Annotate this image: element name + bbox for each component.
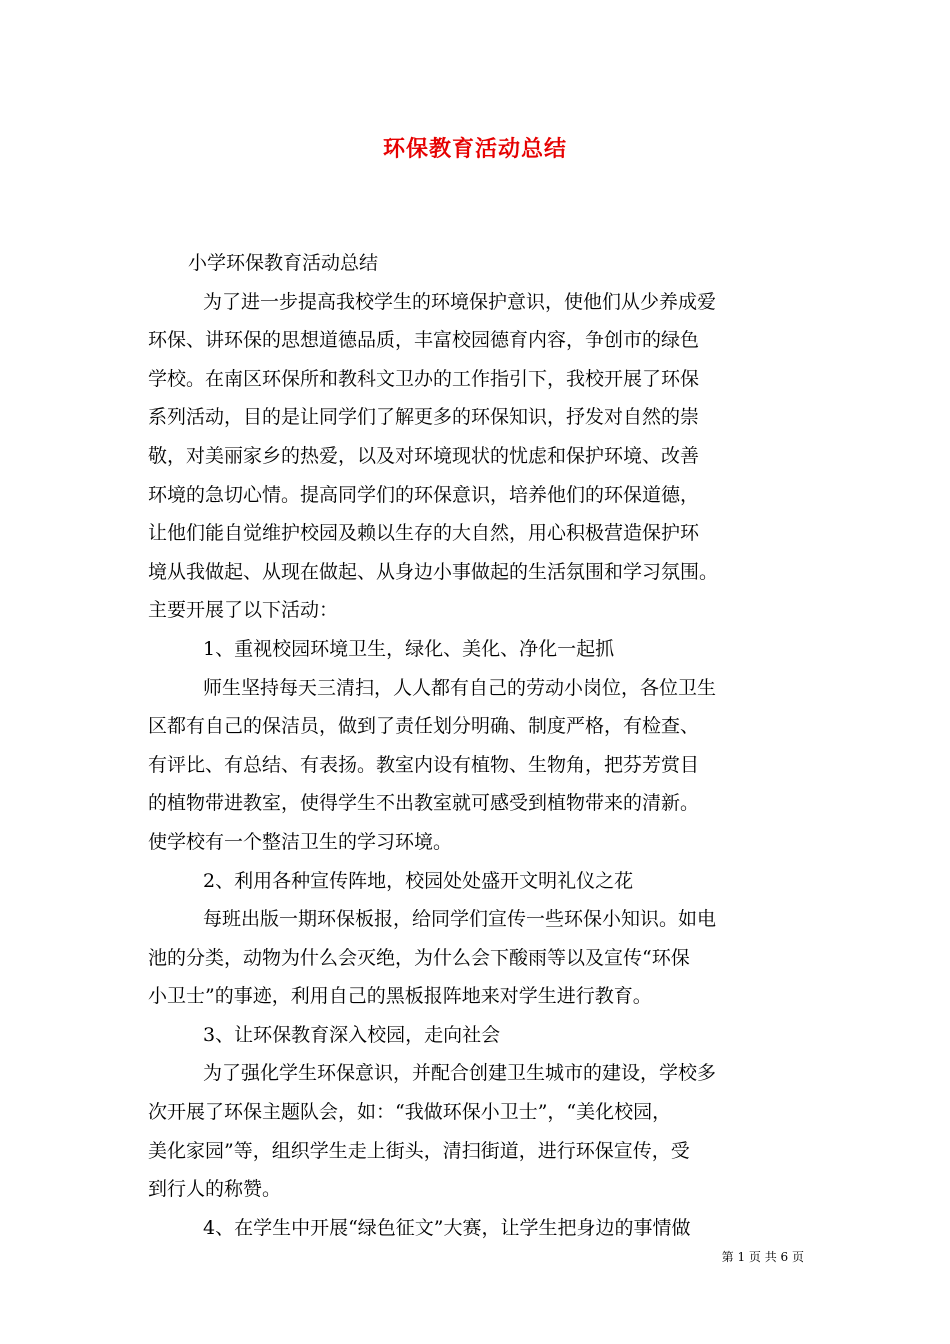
text-line: 主要开展了以下活动： [148, 599, 339, 622]
page-footer: 第 1 页 共 6 页 [721, 1250, 804, 1264]
text-line: 2、利用各种宣传阵地，校园处处盛开文明礼仪之花 [203, 869, 634, 892]
paragraph-lines [148, 283, 828, 1248]
text-line: 小卫士”的事迹，利用自己的黑板报阵地来对学生进行教育。 [148, 985, 652, 1008]
text-line: 敬，对美丽家乡的热爱，以及对环境现状的忧虑和保护环境、改善 [148, 444, 700, 467]
text-line: 为了进一步提高我校学生的环境保护意识，使他们从少养成爱 [203, 290, 717, 313]
text-line: 的植物带进教室，使得学生不出教室就可感受到植物带来的清新。 [148, 792, 700, 815]
text-line: 学校。在南区环保所和教科文卫办的工作指引下，我校开展了环保 [148, 367, 700, 390]
text-line: 使学校有一个整洁卫生的学习环境。 [148, 830, 453, 853]
text-line: 1、重视校园环境卫生，绿化、美化、净化一起抓 [203, 637, 615, 660]
text-line: 区都有自己的保洁员，做到了责任划分明确、制度严格，有检查、 [148, 715, 700, 738]
text-line: 美化家园”等，组织学生走上街头，清扫街道，进行环保宣传，受 [148, 1139, 690, 1162]
document-body [148, 244, 828, 1247]
text-line: 师生坚持每天三清扫，人人都有自己的劳动小岗位，各位卫生 [203, 676, 717, 699]
text-line: 次开展了环保主题队会，如：“我做环保小卫士”，“美化校园， [148, 1101, 672, 1124]
document-title: 环保教育活动总结 [382, 137, 567, 162]
text-line: 境从我做起、从现在做起、从身边小事做起的生活氛围和学习氛围。 [148, 560, 719, 583]
text-line: 3、让环保教育深入校园，走向社会 [203, 1023, 501, 1046]
text-line: 系列活动，目的是让同学们了解更多的环保知识，抒发对自然的崇 [148, 406, 700, 429]
text-line: 环保、讲环保的思想道德品质，丰富校园德育内容，争创市的绿色 [148, 329, 700, 352]
text-line: 每班出版一期环保板报，给同学们宣传一些环保小知识。如电 [203, 908, 717, 931]
text-line: 4、在学生中开展“绿色征文”大赛，让学生把身边的事情做 [203, 1216, 691, 1239]
text-line: 为了强化学生环保意识，并配合创建卫生城市的建设，学校多 [203, 1062, 717, 1085]
text-line: 环境的急切心情。提高同学们的环保意识，培养他们的环保道德， [148, 483, 700, 506]
text-line: 池的分类，动物为什么会灭绝，为什么会下酸雨等以及宣传“环保 [148, 946, 690, 969]
text-line: 有评比、有总结、有表扬。教室内设有植物、生物角，把芬芳赏目 [148, 753, 700, 776]
text-line: 到行人的称赞。 [148, 1178, 282, 1201]
text-line: 让他们能自觉维护校园及赖以生存的大自然，用心积极营造保护环 [148, 522, 700, 545]
document-subtitle: 小学环保教育活动总结 [188, 252, 379, 274]
